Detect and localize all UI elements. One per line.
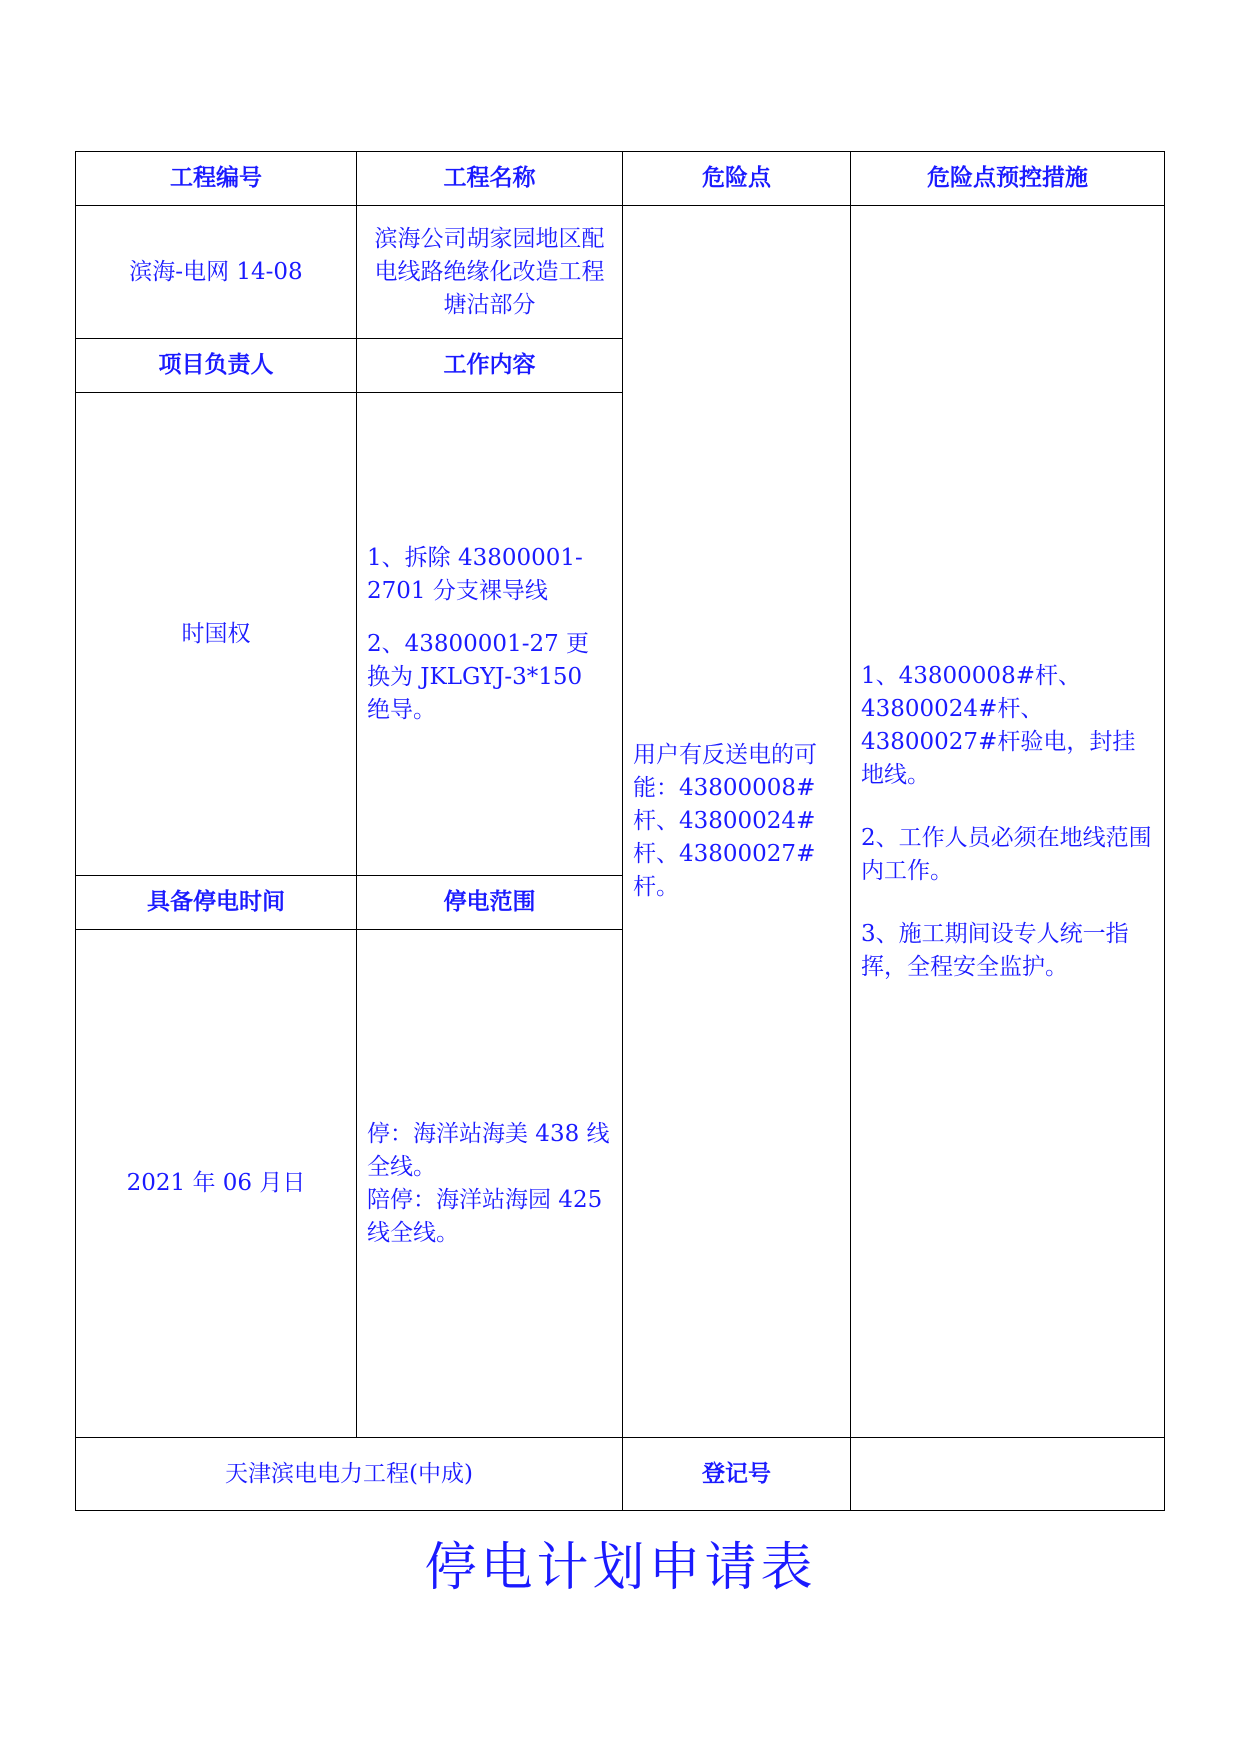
footer-row: [76, 1438, 1165, 1511]
outage-scope-header: 停电范围: [357, 876, 623, 930]
outage-scope-cell: [357, 930, 623, 1438]
document-title: 停电计划申请表: [424, 1538, 817, 1598]
outage-time-value: 2021 年 06 月日: [76, 930, 357, 1438]
danger-measure-item: 2、工作人员必须在地线范围内工作。: [861, 824, 1152, 884]
outage-scope-item: 陪停：海洋站海园 425 线全线。: [367, 1186, 603, 1246]
work-content-item: 1、拆除 43800001-2701 分支裸导线: [367, 544, 583, 604]
danger-point-value: 用户有反送电的可能：43800008#杆、43800024#杆、43800027#杆。: [623, 206, 851, 1438]
danger-point-header: 危险点: [623, 152, 851, 206]
danger-measure-item: 3、施工期间设专人统一指挥，全程安全监护。: [861, 920, 1129, 980]
company-value: 天津滨电电力工程(中成): [76, 1438, 623, 1511]
outage-scope-item: 停：海洋站海美 438 线全线。: [367, 1120, 610, 1180]
danger-measure-item: 1、43800008#杆、43800024#杆、43800027#杆验电，封挂地线。: [861, 662, 1136, 788]
responsible-header: 项目负责人: [76, 339, 357, 393]
project-name-header: 工程名称: [357, 152, 623, 206]
project-no-header: 工程编号: [76, 152, 357, 206]
registration-value: [851, 1438, 1165, 1511]
project-no-value: 滨海-电网 14-08: [76, 206, 357, 339]
project-name-value: 滨海公司胡家园地区配电线路绝缘化改造工程塘沽部分: [357, 206, 623, 339]
registration-header: 登记号: [623, 1438, 851, 1511]
outage-time-header: 具备停电时间: [76, 876, 357, 930]
responsible-value: 时国权: [76, 393, 357, 876]
danger-measures-cell: [851, 206, 1165, 1438]
work-content-header: 工作内容: [357, 339, 623, 393]
outage-application-table: [75, 151, 1165, 1511]
work-content-cell: [357, 393, 623, 876]
danger-measures-header: 危险点预控措施: [851, 152, 1165, 206]
work-content-item: 2、43800001-27 更换为 JKLGYJ-3*150 绝导。: [367, 630, 590, 723]
project-row: [76, 206, 1165, 339]
header-row: [76, 152, 1165, 206]
